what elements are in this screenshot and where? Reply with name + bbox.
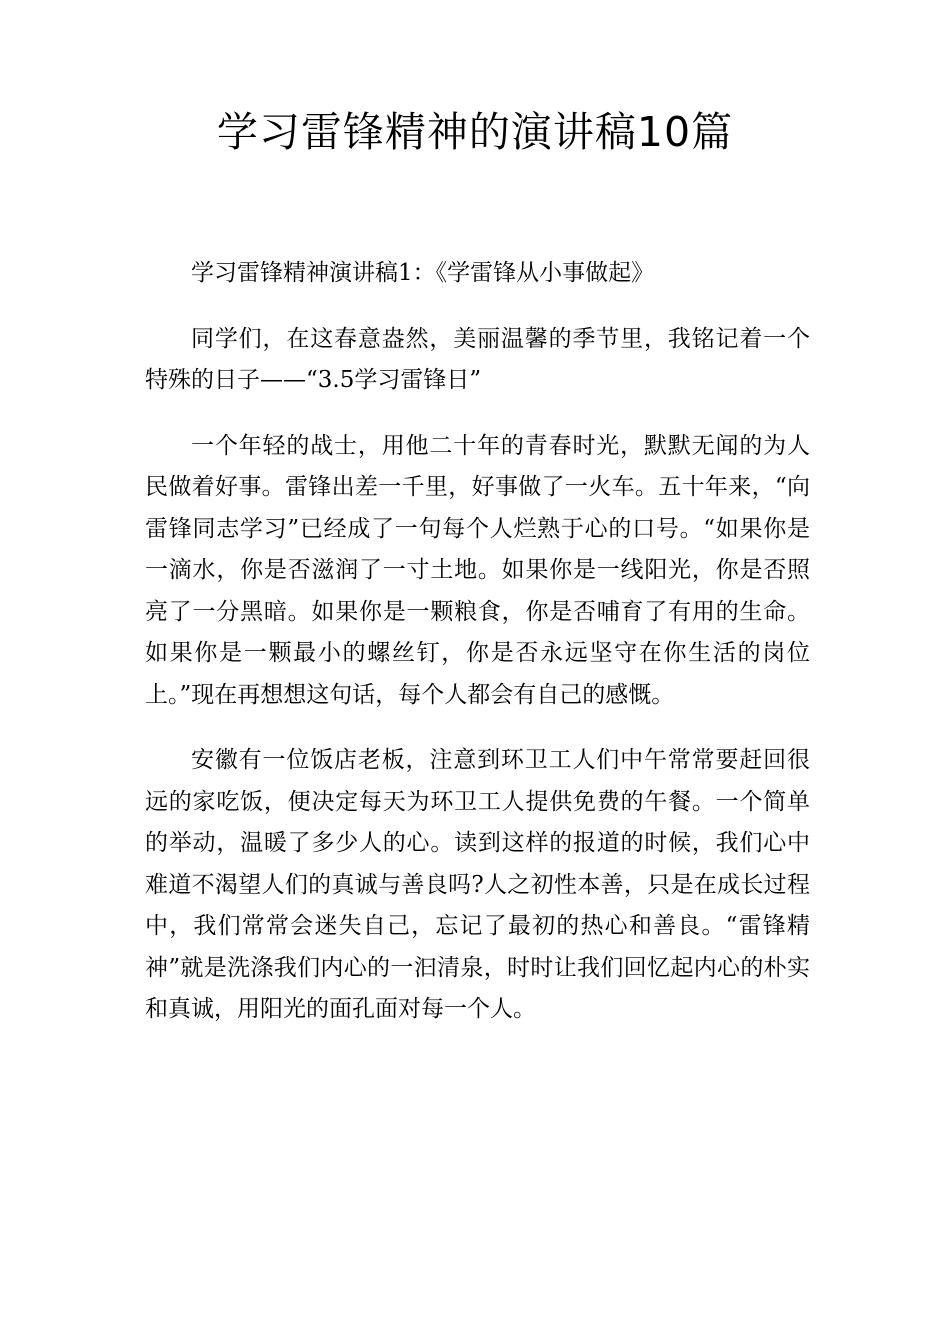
paragraph-young-soldier: 一个年轻的战士，用他二十年的青春时光，默默无闻的为人民做着好事。雷锋出差一千里，好事做了一火车。五十年来，“向雷锋同志学习”已经成了一句每个人烂熟于心的口号。“如果你是一滴水，你是否滋润了一寸土地。如果你是一线阳光，你是否照亮了一分黑暗。如果你是一颗粮食，你是否哺育了有用的生命。如果你是一颗最小的螺丝钉，你是否永远坚守在你生活的岗位上。”现在再想想这句话，每个人都会有自己的感慨。 bbox=[145, 432, 810, 708]
paragraph-speech-heading: 学习雷锋精神演讲稿1：《学雷锋从小事做起》 bbox=[191, 260, 655, 286]
document-body bbox=[145, 253, 810, 1055]
paragraph-greeting: 同学们，在这春意盎然，美丽温馨的季节里，我铭记着一个特殊的日子——“3.5学习雷锋日” bbox=[145, 325, 810, 393]
paragraph-anhui-restaurant: 安徽有一位饭店老板，注意到环卫工人们中午常常要赶回很远的家吃饭，便决定每天为环卫工人提供免费的午餐。一个简单的举动，温暖了多少人的心。读到这样的报道的时候，我们心中难道不渴望人们的真诚与善良吗?人之初性本善，只是在成长过程中，我们常常会迷失自己，忘记了最初的热心和善良。“雷锋精神”就是洗涤我们内心的一汩清泉，时时让我们回忆起内心的朴实和真诚，用阳光的面孔面对每一个人。 bbox=[145, 747, 810, 1022]
document-title: 学习雷锋精神的演讲稿10篇 bbox=[216, 108, 734, 156]
